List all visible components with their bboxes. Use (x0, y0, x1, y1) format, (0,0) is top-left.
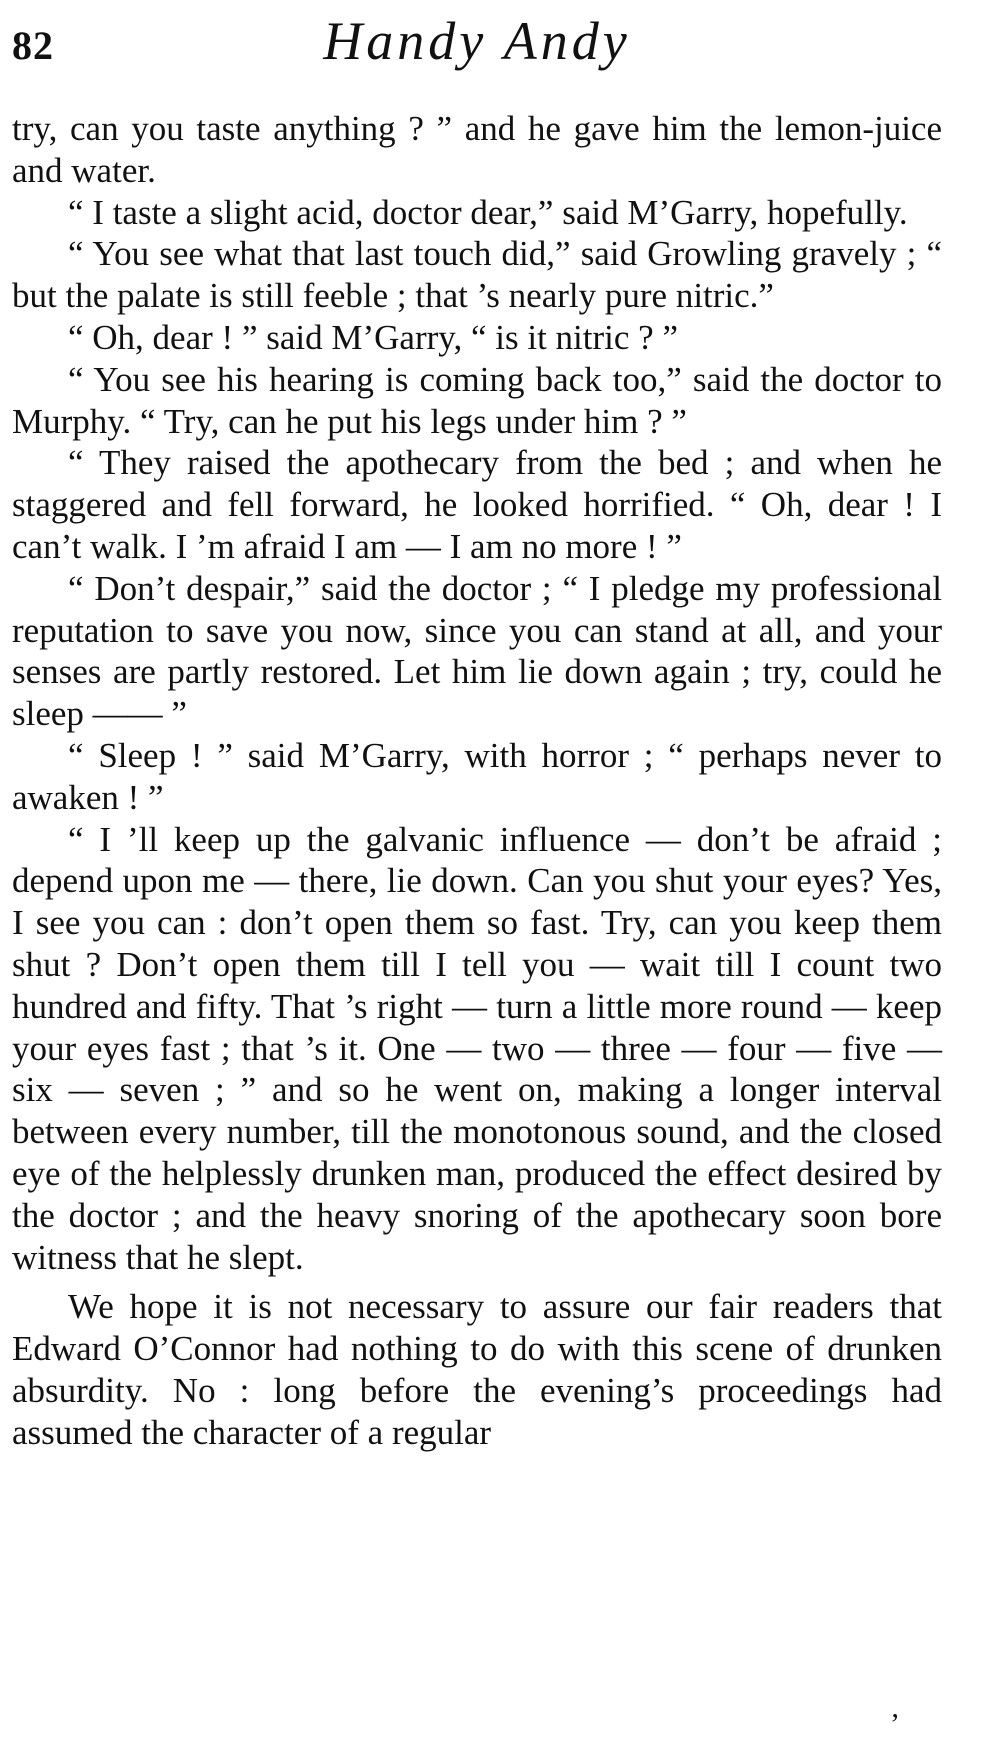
paragraph: “ You see his hearing is coming back too,” said the doctor to Murphy. “ Try, can he put his legs under him ? ” (12, 359, 942, 441)
page-number: 82 (12, 23, 54, 68)
book-page (12, 0, 942, 1741)
body-text (12, 108, 942, 1454)
paragraph: We hope it is not necessary to assure our fair readers that Edward O’Connor had nothing to do with this scene of drunken absurdity. No : long before the evening’s proceedings had assumed the character of a regular (12, 1287, 942, 1452)
paragraph: “ I ’ll keep up the galvanic influence — don’t be afraid ; depend upon me — there, lie down. Can you shut your eyes? Yes, I see you can : don’t open them so fast. Try, can you keep them shut ? Don’t open them till I tell you — wait till I count two hundred and fifty. That ’s right — turn a little more round — keep your eyes fast ; that ’s it. One — two — three — four — five — six — seven ; ” and so he went on, making a longer interval between every number, till the monotonous sound, and the closed eye of the helplessly drunken man, produced the effect desired by the doctor ; and the heavy snoring of the apothecary soon bore witness that he slept. (12, 819, 942, 1277)
paragraph: “ You see what that last touch did,” said Growling gravely ; “ but the palate is still feeble ; that ’s nearly pure nitric.” (12, 234, 942, 316)
paragraph: “ They raised the apothecary from the bed ; and when he staggered and fell forward, he looked horrified. “ Oh, dear ! I can’t walk. I ’m afraid I am — I am no more ! ” (12, 443, 942, 566)
paragraph: “ I taste a slight acid, doctor dear,” said M’Garry, hopefully. (68, 192, 908, 232)
page-mark: ‚ (890, 1691, 900, 1724)
paragraph: “ Oh, dear ! ” said M’Garry, “ is it nitric ? ” (68, 317, 678, 357)
paragraph: “ Sleep ! ” said M’Garry, with horror ; “ perhaps never to awaken ! ” (12, 735, 942, 817)
running-title: Handy Andy (323, 11, 631, 71)
page-header (12, 0, 942, 108)
paragraph: “ Don’t despair,” said the doctor ; “ I pledge my professional reputation to save you now, since you can stand at all, and your senses are partly restored. Let him lie down again ; try, could he sleep —— ” (12, 568, 942, 734)
paragraph: try, can you taste anything ? ” and he gave him the lemon-juice and water. (12, 109, 942, 190)
